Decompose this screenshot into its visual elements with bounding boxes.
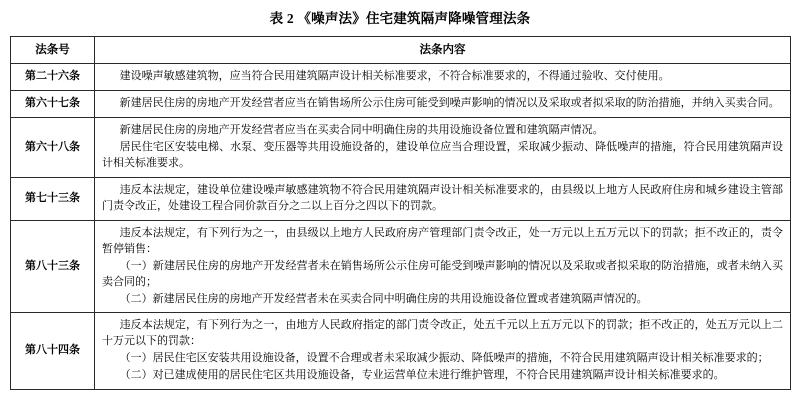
law-code: 第六十八条 (11, 118, 95, 178)
table-row (11, 177, 791, 220)
law-content (95, 64, 791, 91)
law-paragraph: 违反本法规定，建设单位建设噪声敏感建筑物不符合民用建筑隔声设计相关标准要求的，由县级以上地方人民政府住房和城乡建设主管部门责令改正，处建设工程合同价款百分之二以上百分之四以下的罚款。 (102, 183, 783, 212)
law-paragraph: 居民住宅区安装电梯、水泵、变压器等共用设施设备的，建设单位应当合理设置，采取减少振动、降低噪声的措施，符合民用建筑隔声设计相关标准要求。 (102, 141, 783, 169)
table-row (11, 220, 791, 313)
law-paragraph: 新建居民住房的房地产开发经营者应当在买卖合同中明确住房的共用设施设备位置和建筑隔声情况。 (119, 124, 604, 137)
law-code: 第八十三条 (11, 220, 95, 313)
law-code: 第八十四条 (11, 313, 95, 390)
table-row (11, 64, 791, 91)
law-code: 第二十六条 (11, 64, 95, 91)
table-row (11, 91, 791, 118)
column-header-content: 法条内容 (95, 36, 791, 64)
law-paragraph: 新建居民住房的房地产开发经营者应当在销售场所公示住房可能受到噪声影响的情况以及采取或者拟采取的防治措施，并纳入买卖合同。 (119, 97, 780, 110)
law-code: 第六十七条 (11, 91, 95, 118)
law-content (95, 91, 791, 118)
law-content (95, 220, 791, 313)
table-row (11, 118, 791, 178)
law-paragraph: 违反本法规定，有下列行为之一，由地方人民政府指定的部门责令改正，处五千元以上五万元以下的罚款；拒不改正的，处五万元以上二十万元以下的罚款： (102, 319, 783, 348)
table-row (11, 313, 791, 390)
law-content (95, 313, 791, 390)
law-paragraph: （二）对已建成使用的居民住宅区共用设施设备，专业运营单位未进行维护管理，不符合民用建筑隔声设计相关标准要求的。 (119, 369, 725, 382)
law-paragraph: 违反本法规定，有下列行为之一，由县级以上地方人民政府房产管理部门责令改正，处一万元以上五万元以下的罚款；拒不改正的，责令暂停销售： (102, 226, 783, 255)
law-content (95, 118, 791, 178)
law-content (95, 177, 791, 220)
law-paragraph: （一）居民住宅区安装共用设施设备，设置不合理或者未采取减少振动、降低噪声的措施，不符合民用建筑隔声设计相关标准要求的； (119, 352, 769, 365)
page-title: 表 2 《噪声法》住宅建筑隔声降噪管理法条 (269, 11, 531, 26)
law-paragraph: （一）新建居民住房的房地产开发经营者未在销售场所公示住房可能受到噪声影响的情况以及采取或者拟采取的防治措施，或者未纳入买卖合同的； (102, 259, 783, 288)
table-header-row (11, 36, 791, 64)
law-paragraph: （二）新建居民住房的房地产开发经营者未在买卖合同中明确住房的共用设施设备位置或者建筑隔声情况的。 (119, 292, 648, 305)
column-header-code: 法条号 (11, 36, 95, 64)
law-provisions-table (10, 36, 791, 391)
law-code: 第七十三条 (11, 177, 95, 220)
law-paragraph: 建设噪声敏感建筑物，应当符合民用建筑隔声设计相关标准要求，不符合标准要求的，不得通过验收、交付使用。 (119, 70, 670, 83)
